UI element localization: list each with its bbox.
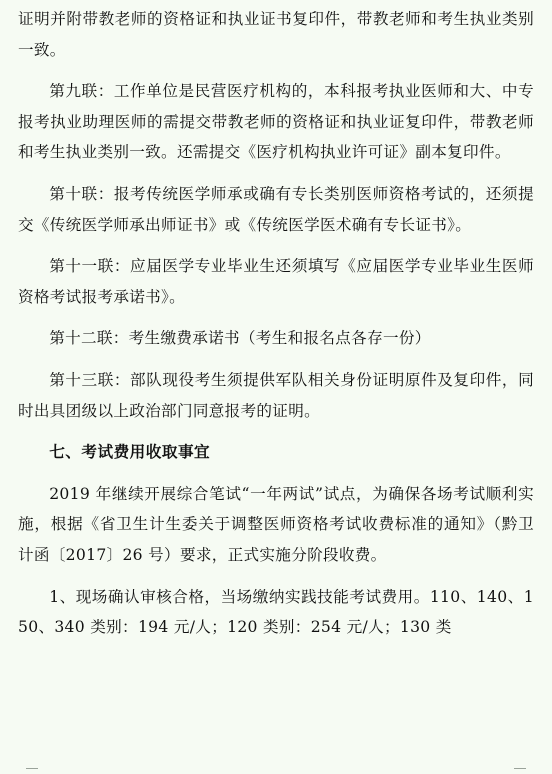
page-corner-mark-left [26, 768, 38, 774]
page-corner-mark-right [514, 768, 526, 774]
paragraph-continuation: 证明并附带教老师的资格证和执业证书复印件，带教老师和考生执业类别一致。 [18, 10, 534, 59]
paragraph-fees-item-1: 1、现场确认审核合格，当场缴纳实践技能考试费用。110、140、150、340 类别：194 元/人；120 类别：254 元/人；130 类 [18, 587, 534, 637]
paragraph-item-11: 第十一联：应届医学专业毕业生还须填写《应届医学专业毕业生医师资格考试报考承诺书》。 [18, 257, 534, 306]
paragraph-item-12: 第十二联：考生缴费承诺书（考生和报名点各存一份） [49, 329, 431, 348]
paragraph-item-9: 第九联：工作单位是民营医疗机构的，本科报考执业医师和大、中专报考执业助理医师的需提交带教老师的资格证和执业证复印件，带教老师和考生执业类别一致。还需提交《医疗机构执业许可证》副本复印件。 [18, 82, 534, 162]
section-heading-fees: 七、考试费用收取事宜 [49, 443, 211, 462]
paragraph-item-10: 第十联：报考传统医学师承或确有专长类别医师资格考试的，还须提交《传统医学师承出师证书》或《传统医学医术确有专长证书》。 [18, 184, 534, 234]
paragraph-fees-intro: 2019 年继续开展综合笔试“一年两试”试点，为确保各场考试顺利实施，根据《省卫生计生委关于调整医师资格考试收费标准的通知》（黔卫计函〔2017〕26 号）要求，正式实施分阶段收费。 [18, 484, 534, 564]
paragraph-item-13: 第十三联：部队现役考生须提供军队相关身份证明原件及复印件，同时出具团级以上政治部门同意报考的证明。 [18, 370, 534, 420]
document-body [18, 4, 534, 654]
